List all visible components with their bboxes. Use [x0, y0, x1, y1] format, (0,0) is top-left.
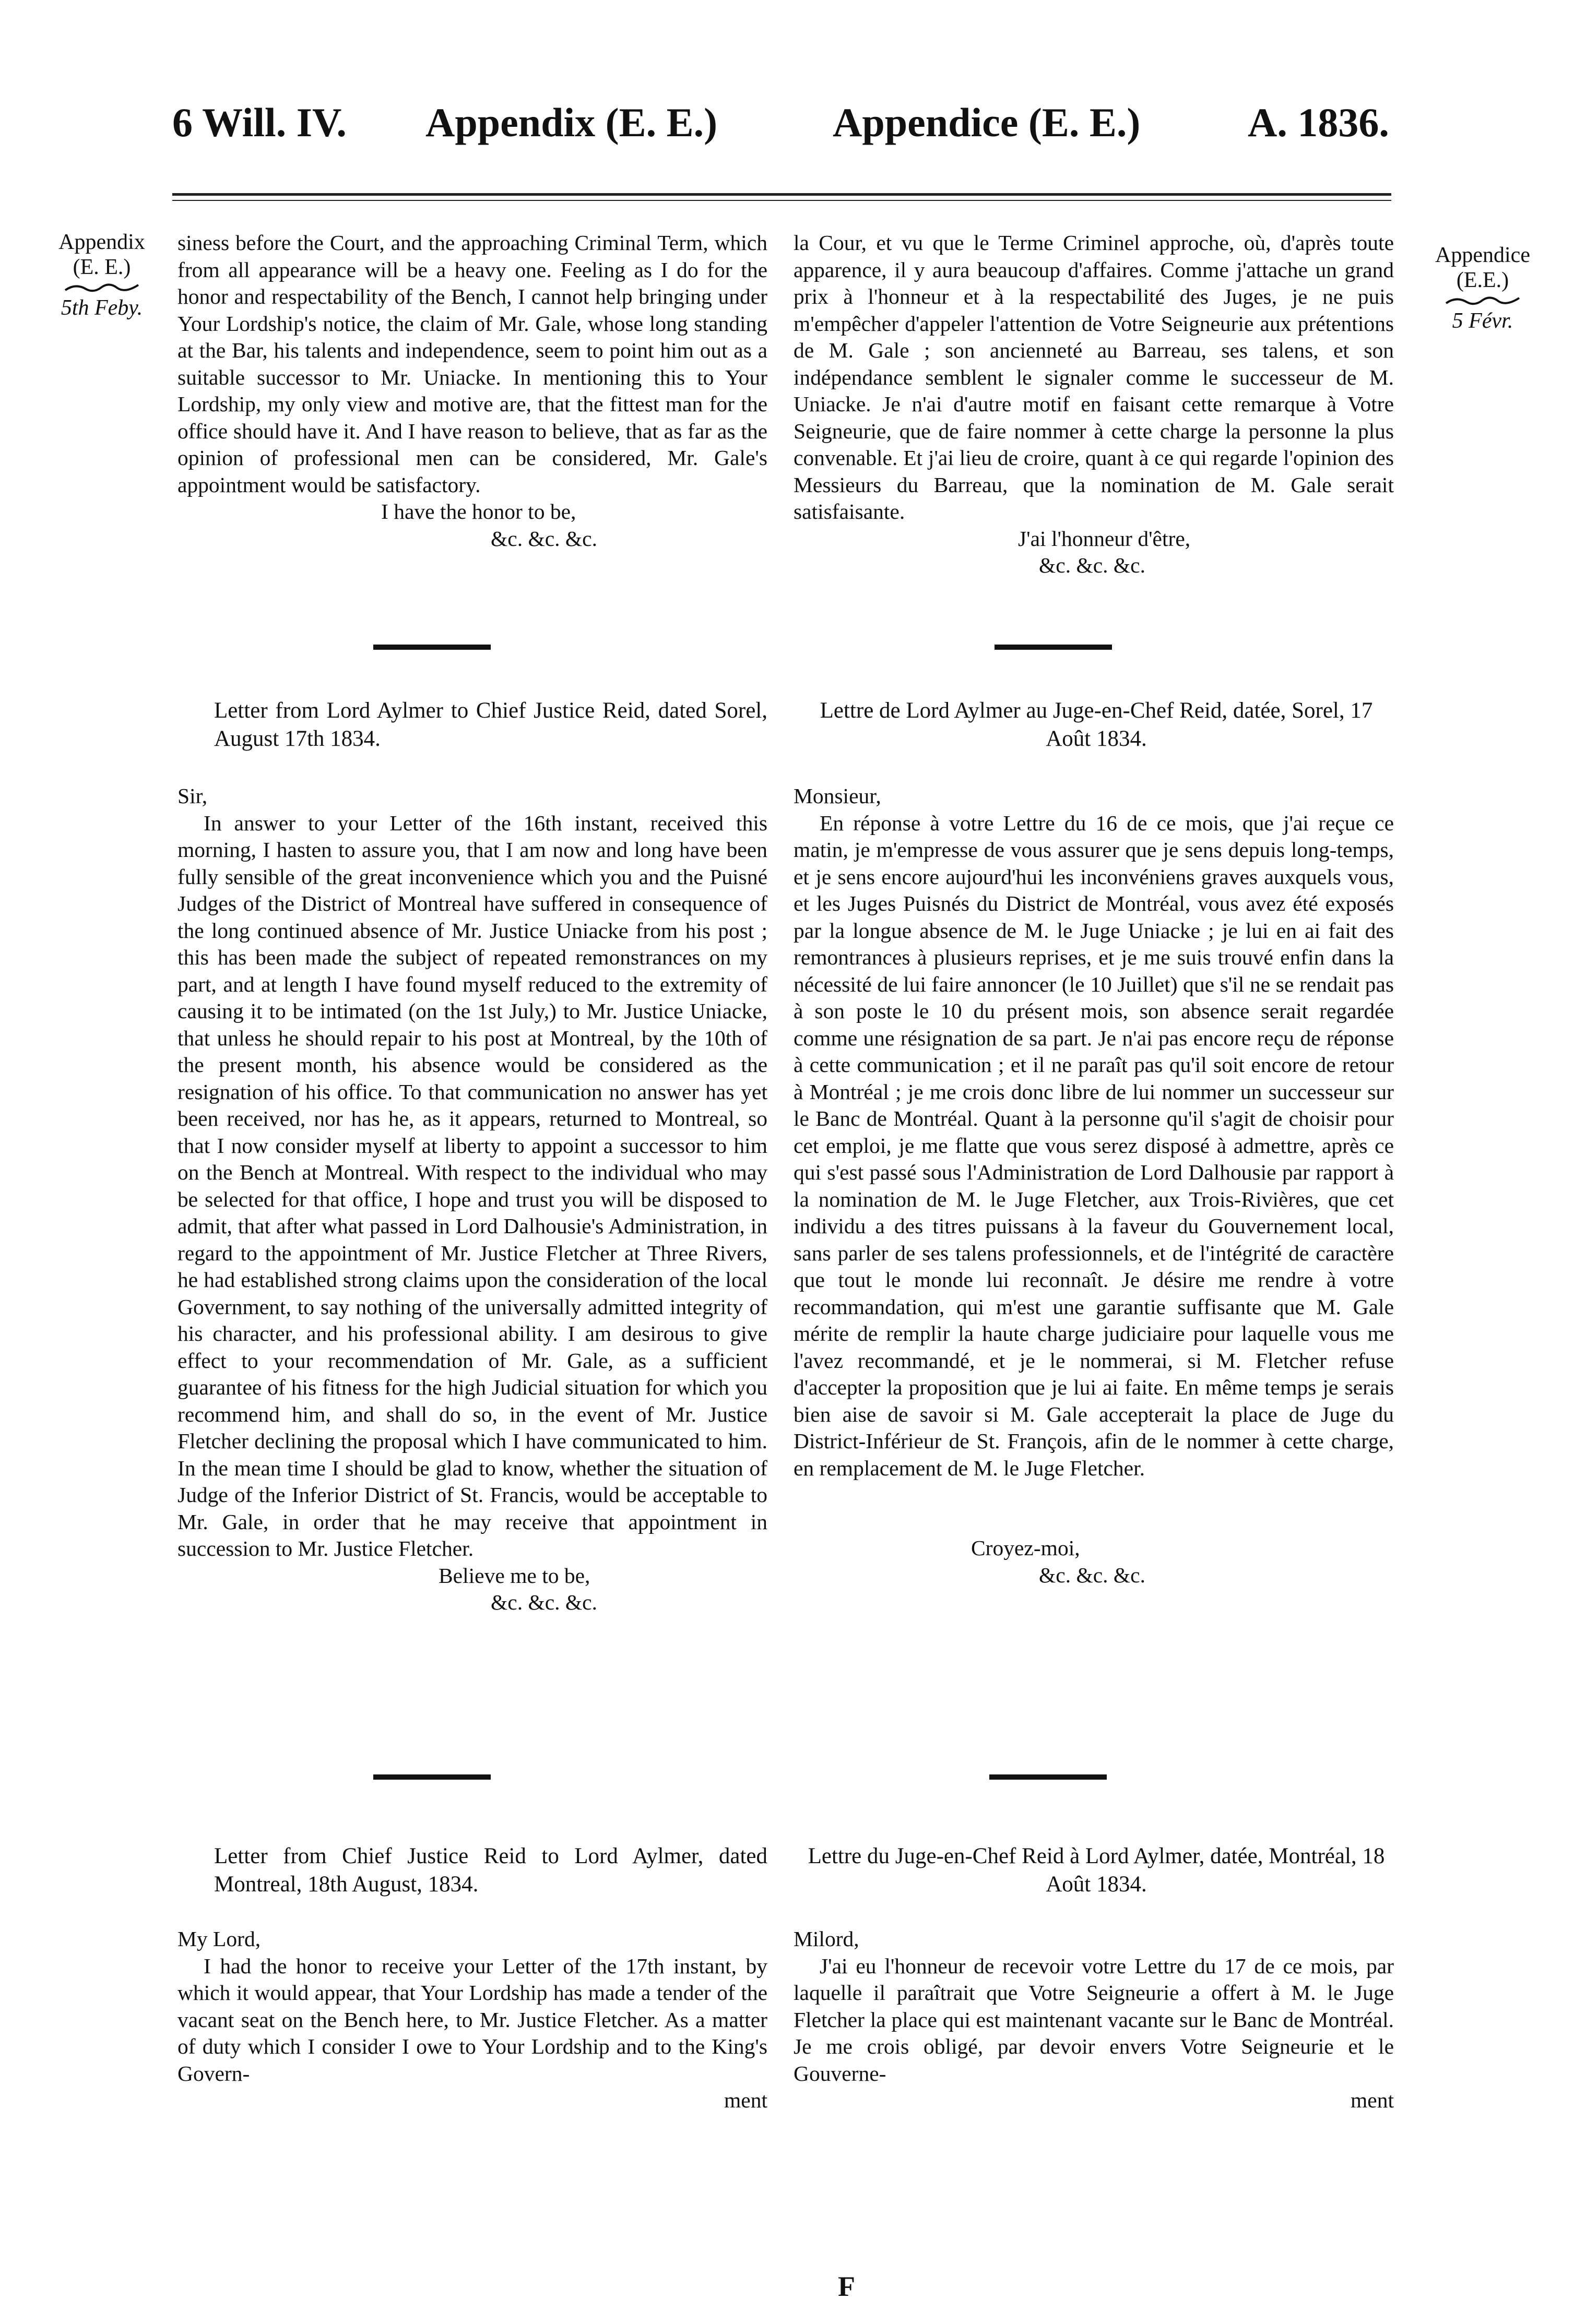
header-year: A. 1836.	[1248, 100, 1389, 145]
section2-fr-text: En réponse à votre Lettre du 16 de ce mois, que j'ai reçue ce matin, je m'empresse de vous assurer que je sens depuis long-temps, et je sens encore aujourd'hui les inconvéniens graves auxquels vous, et les Juges Puisnés du District de Montréal, vous avez été exposés par la longue absence de M. le Juge Uniacke ; je lui en ai fait des remontrances à plusieurs reprises, et je me suis trouvé enfin dans la nécessité de lui faire annoncer (le 10 Juillet) que s'il ne se rendait pas à son poste le 10 du présent mois, son absence serait regardée comme une résignation de sa part. Je n'ai pas encore reçu de réponse à cette communication ; et il ne paraît pas qu'il soit encore de retour à Montréal ; je me crois donc libre de lui nommer un successeur sur le Banc de Montréal. Quant à la personne qu'il s'agit de choisir pour cet emploi, je me flatte que vous serez disposé à admettre, après ce qui s'est passé sous l'Administration de Lord Dalhousie par rapport à la nomination de M. le Juge Fletcher, aux Trois-Rivières, que cet individu a des titres puissans à la faveur du Gouvernement local, sans parler de ses talens professionnels, et de l'intégrité de caractère que tout le monde lui reconnaît. Je désire me rendre à votre recommandation, qui m'est une garantie suffisante que M. Gale mérite de remplir la haute charge judiciaire pour laquelle vous me l'avez recommandé, et je le nommerai, si M. Fletcher refuse d'accepter la proposition que je lui ai faite. En même temps je serais bien aise de savoir si M. Gale accepterait la place de Juge du District-Inférieur de St. François, afin de le nommer à cette charge, en remplacement de M. le Juge Fletcher.	[794, 811, 1394, 1480]
section3-fr-text: J'ai eu l'honneur de recevoir votre Lettre du 17 de ce mois, par laquelle il paraîtrait que Votre Seigneurie a offert à M. le Juge Fletcher la place qui est maintenant vacante sur le Banc de Montréal. Je me crois obligé, par devoir envers Votre Seigneurie et le Gouverne-	[794, 1953, 1394, 2085]
margin-label-fr-ref: (E.E.)	[1456, 268, 1509, 292]
section2-en-closing-2: &c. &c. &c.	[491, 1590, 597, 1614]
section1-fr	[794, 230, 1394, 579]
section3-en-catchword: ment	[724, 2088, 767, 2112]
margin-note-left	[47, 230, 157, 320]
section3-en-salutation: My Lord,	[177, 1927, 261, 1951]
section2-en	[177, 783, 767, 1616]
swash-ornament-icon	[1443, 295, 1522, 306]
header-appendix-en: Appendix (E. E.)	[425, 100, 718, 145]
section2-en-title: Letter from Lord Aylmer to Chief Justice Reid, dated Sorel, August 17th 1834.	[214, 698, 767, 751]
section3-en-title: Letter from Chief Justice Reid to Lord Aylmer, dated Montreal, 18th August, 1834.	[214, 1844, 767, 1897]
section3-en-text: I had the honor to receive your Letter of the 17th instant, by which it would appear, that Your Lordship has made a tender of the vacant seat on the Bench here, to Mr. Justice Fletcher. As a matter of duty which I consider I owe to Your Lordship and to the King's Govern-	[177, 1953, 767, 2085]
section2-en-text: In answer to your Letter of the 16th instant, received this morning, I hasten to assure you, that I am now and long have been fully sensible of the great inconvenience which you and the Puisné Judges of the District of Montreal have suffered in consequence of the long continued absence of Mr. Justice Uniacke from his post ; this has been made the subject of repeated remonstrances on my part, and at length I have found myself reduced to the extremity of causing it to be intimated (on the 1st July,) to Mr. Justice Uniacke, that unless he should repair to his post at Montreal, by the 10th of the present month, his absence would be considered as the resignation of his office. To that communication no answer has yet been received, nor has he, as it appears, returned to Montreal, so that I now consider myself at liberty to appoint a successor to him on the Bench at Montreal. With respect to the individual who may be selected for that office, I hope and trust you will be disposed to admit, that after what passed in Lord Dalhousie's Administration, in regard to the appointment of Mr. Justice Fletcher at Three Rivers, he had established strong claims upon the consideration of the local Government, to say nothing of the universally admitted integrity of his character, and his professional ability. I am desirous to give effect to your recommendation of Mr. Gale, as a sufficient guarantee of his fitness for the high Judicial situation for which you recommend him, and shall do so, in the event of Mr. Justice Fletcher declining the proposal which I have communicated to him. In the mean time I should be glad to know, whether the situation of Judge of the Inferior District of St. Francis, would be acceptable to Mr. Gale, in order that he may receive that appointment in succession to Mr. Justice Fletcher.	[177, 811, 767, 1560]
margin-label-fr: Appendice	[1435, 243, 1530, 267]
section3-fr-catchword: ment	[1351, 2088, 1394, 2112]
margin-date-fr: 5 Févr.	[1452, 309, 1513, 333]
separator-rule	[373, 645, 491, 650]
section2-en-closing-1: Believe me to be,	[439, 1563, 590, 1588]
margin-date-en: 5th Feby.	[61, 296, 143, 320]
separator-rule	[989, 1774, 1107, 1780]
section2-fr-closing-2: &c. &c. &c.	[1039, 1563, 1145, 1587]
swash-ornament-icon	[63, 282, 141, 293]
section2-fr-closing-1: Croyez-moi,	[971, 1536, 1080, 1560]
section1-en-text: siness before the Court, and the approaching Criminal Term, which from all appearance will be a heavy one. Feeling as I do for the honor and respectability of the Bench, I cannot help bringing under Your Lordship's notice, the claim of Mr. Gale, whose long standing at the Bar, his talents and independence, seem to point him out as a suitable successor to Mr. Uniacke. In mentioning this to Your Lordship, my only view and motive are, that the fittest man for the office should have it. And I have reason to believe, that as far as the opinion of professional men can be considered, Mr. Gale's appointment would be satisfactory.	[177, 231, 767, 497]
section1-en-closing-1: I have the honor to be,	[381, 499, 576, 523]
section1-en	[177, 230, 767, 552]
header-session: 6 Will. IV.	[172, 100, 347, 145]
section2-fr-salutation: Monsieur,	[794, 784, 881, 808]
section1-fr-text: la Cour, et vu que le Terme Criminel approche, où, d'après toute apparence, il y aura beaucoup d'affaires. Comme j'attache un grand prix à l'honneur et à la respectabilité des Juges, je ne puis m'empêcher d'appeler l'attention de Votre Seigneurie aux prétentions de M. Gale ; son ancienneté au Barreau, ses talens, et son indépendance semblent le signaler comme le successeur de M. Uniacke. Je n'ai d'autre motif en faisant cette remarque à Votre Seigneurie, que de faire nommer à cette charge la personne la plus convenable. Et j'ai lieu de croire, quant à ce qui regarde l'opinion des Messieurs du Barreau, que la nomination de M. Gale serait satisfaisante.	[794, 231, 1394, 523]
header-rule-thin	[172, 200, 1391, 201]
margin-label-en: Appendix	[58, 230, 145, 254]
signature-mark: F	[838, 2271, 855, 2302]
header-appendix-fr: Appendice (E. E.)	[833, 100, 1141, 145]
margin-note-right	[1423, 243, 1543, 333]
section2-fr	[794, 783, 1394, 1589]
section3-fr	[794, 1926, 1394, 2114]
section1-fr-closing-1: J'ai l'honneur d'être,	[1018, 526, 1191, 551]
margin-label-en-ref: (E. E.)	[73, 255, 131, 279]
section3-fr-title: Lettre du Juge-en-Chef Reid à Lord Aylmer, datée, Montréal, 18 Août 1834.	[808, 1844, 1385, 1897]
section3-fr-salutation: Milord,	[794, 1927, 859, 1951]
section2-fr-title: Lettre de Lord Aylmer au Juge-en-Chef Reid, datée, Sorel, 17 Août 1834.	[820, 698, 1373, 751]
section1-fr-closing-2: &c. &c. &c.	[1039, 553, 1145, 577]
separator-rule	[995, 645, 1112, 650]
section3-en	[177, 1926, 767, 2114]
header-rule-thick	[172, 193, 1391, 196]
separator-rule	[373, 1774, 491, 1780]
section2-en-salutation: Sir,	[177, 784, 208, 808]
section1-en-closing-2: &c. &c. &c.	[491, 526, 597, 551]
